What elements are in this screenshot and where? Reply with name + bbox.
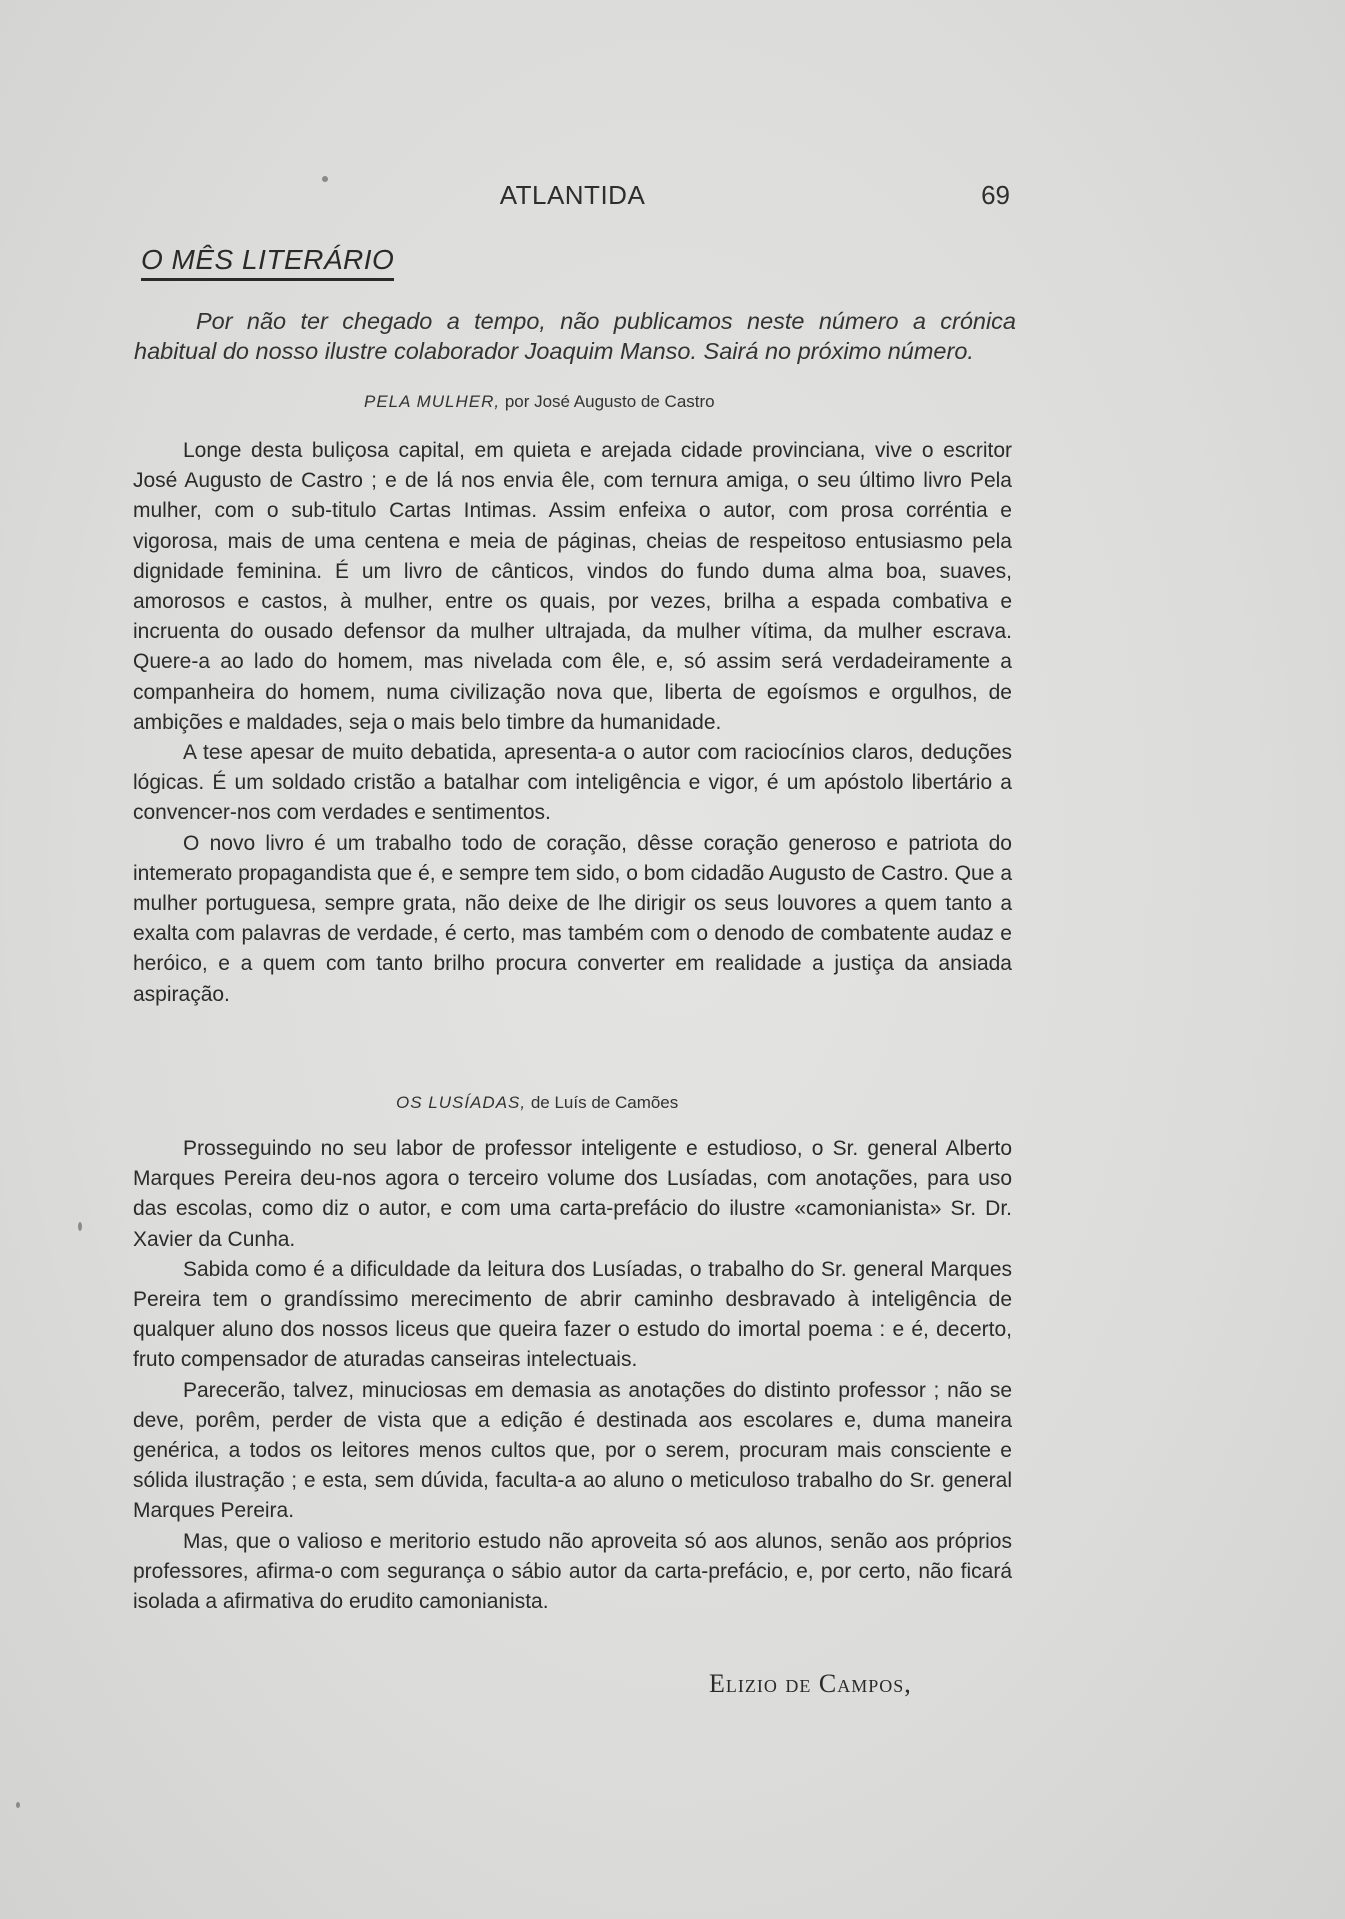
paragraph: Sabida como é a dificuldade da leitura dos Lusíadas, o trabalho do Sr. general Marques Pereira tem o grandíssimo merecimento de abrir caminho desbravado à inteligência de qualquer aluno dos nossos liceus que queira fazer o estudo do imortal poema : e é, decerto, fruto compensador de aturadas canseiras intelectuais. (133, 1257, 1012, 1372)
author-signature: Elizio de Campos, (709, 1669, 912, 1698)
editor-note (134, 307, 1016, 366)
paragraph: Prosseguindo no seu labor de professor inteligente e estudioso, o Sr. general Alberto Marques Pereira deu-nos agora o terceiro volume dos Lusíadas, com anotações, para uso das escolas, como diz o autor, e com uma carta-prefácio do ilustre «camonianista» Sr. Dr. Xavier da Cunha. (133, 1137, 1012, 1251)
review-book-author: por José Augusto de Castro (504, 392, 715, 411)
editor-note-text: Por não ter chegado a tempo, não publicamos neste número a crónica habitual do nosso ilustre colaborador Joaquim Manso. Sairá no próximo número. (134, 308, 1016, 364)
review-subhead-os-lusiadas (396, 1093, 678, 1113)
page-header (135, 180, 1010, 220)
page-number: 69 (981, 180, 1010, 210)
review-subhead-pela-mulher (364, 392, 715, 412)
paper-speck (322, 176, 328, 182)
section-title: O MÊS LITERÁRIO (141, 244, 394, 281)
review-body-os-lusiadas (133, 1134, 1012, 1617)
paragraph: Mas, que o valioso e meritorio estudo não aproveita só aos alunos, senão aos próprios professores, afirma-o com segurança o sábio autor da carta-prefácio, e, por certo, não ficará isolada a afirmativa do erudito camonianista. (133, 1529, 1012, 1614)
review-book-title: OS LUSÍADAS, (396, 1093, 527, 1112)
review-book-title: PELA MULHER, (364, 392, 501, 411)
review-book-author: de Luís de Camões (530, 1093, 679, 1112)
review-body-pela-mulher (133, 436, 1012, 1010)
paragraph: Parecerão, talvez, minuciosas em demasia as anotações do distinto professor ; não se deve, porêm, perder de vista que a edição é destinada aos escolares e, duma maneira genérica, a todos os leitores menos cultos que, por o serem, procuram mais consciente e sólida ilustração ; e esta, sem dúvida, faculta-a ao aluno o meticuloso trabalho do Sr. general Marques Pereira. (133, 1378, 1012, 1523)
paragraph: A tese apesar de muito debatida, apresenta-a o autor com raciocínios claros, deduções lógicas. É um soldado cristão a batalhar com inteligência e vigor, é um apóstolo libertário a convencer-nos com verdades e sentimentos. (133, 741, 1012, 825)
paragraph: Longe desta buliçosa capital, em quieta e arejada cidade provinciana, vive o escritor José Augusto de Castro ; e de lá nos envia êle, com ternura amiga, o seu último livro Pela mulher, com o sub-titulo Cartas Intimas. Assim enfeixa o autor, com prosa corréntia e vigorosa, mais de uma centena e meia de páginas, cheias de respeitoso entusiasmo pela dignidade feminina. É um livro de cânticos, vindos do fundo duma alma boa, suaves, amorosos e castos, à mulher, entre os quais, por vezes, brilha a espada combativa e incruenta do ousado defensor da mulher ultrajada, da mulher vítima, da mulher escrava. Quere-a ao lado do homem, mas nivelada com êle, e, só assim será verdadeiramente a companheira do homem, numa civilização nova que, liberta de egoísmos e orgulhos, de ambições e maldades, seja o mais belo timbre da humanidade. (133, 439, 1012, 734)
paper-speck (16, 1802, 20, 1808)
paper-speck (78, 1222, 82, 1231)
running-title: ATLANTIDA (499, 180, 646, 210)
paragraph: O novo livro é um trabalho todo de coração, dêsse coração generoso e patriota do intemerato propagandista que é, e sempre tem sido, o bom cidadão Augusto de Castro. Que a mulher portuguesa, sempre grata, não deixe de lhe dirigir os seus louvores a quem tanto a exalta com palavras de verdade, é certo, mas também com o denodo de combatente audaz e heróico, e a quem com tanto brilho procura converter em realidade a justiça da ansiada aspiração. (133, 831, 1012, 1006)
